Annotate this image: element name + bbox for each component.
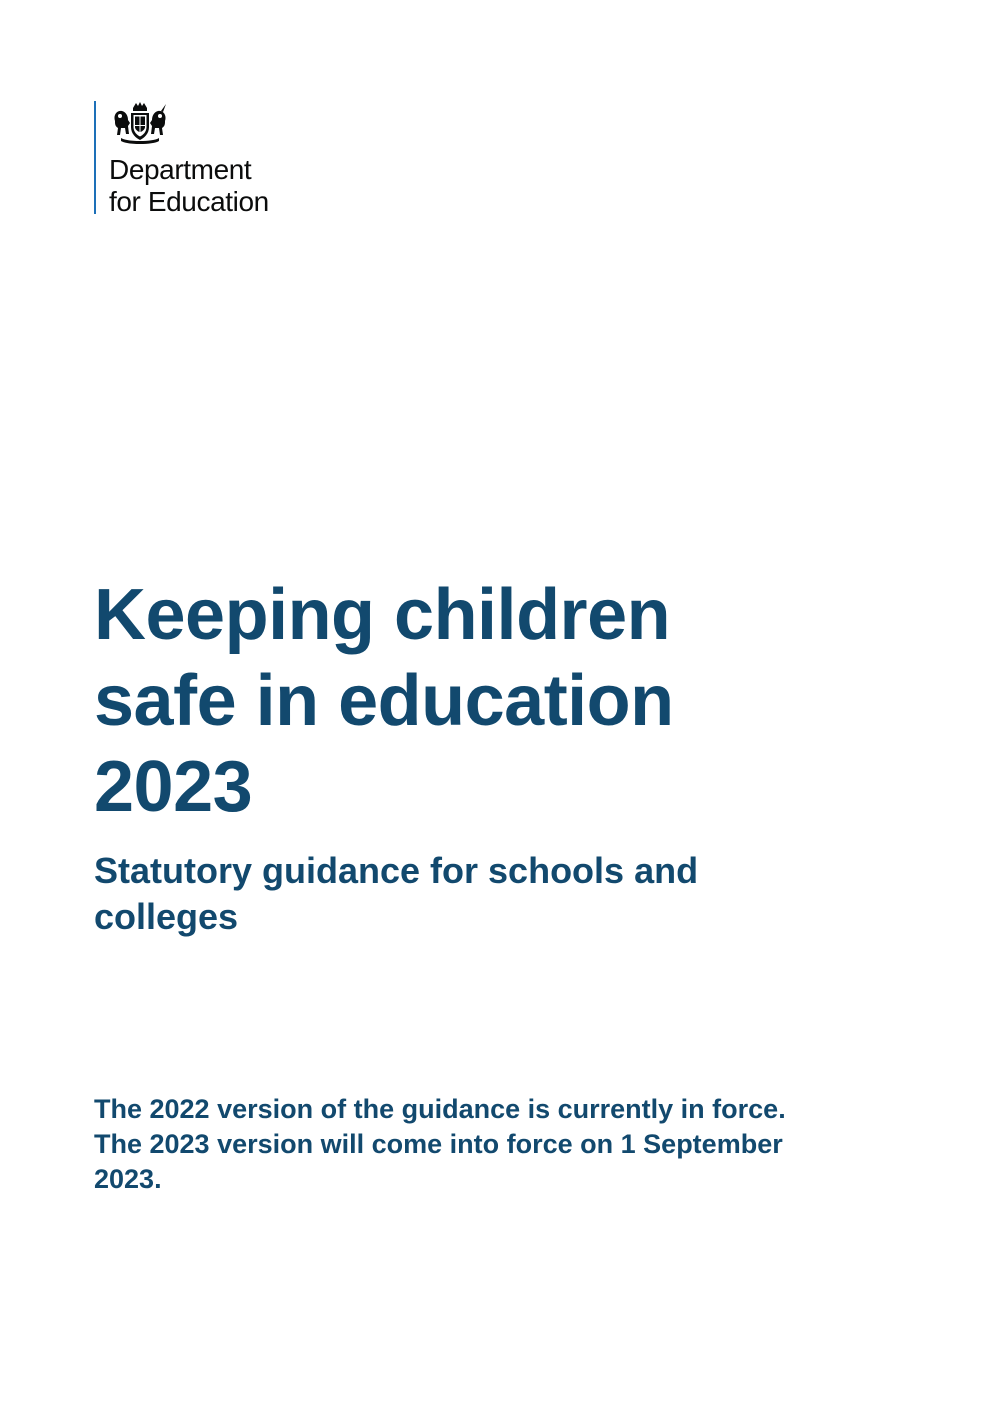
version-notice [94,1092,914,1197]
organisation-name-line-1: Department [109,154,252,185]
document-subtitle [94,848,914,940]
document-title-line-2: safe in education [94,661,674,741]
version-notice-line-3: 2023. [94,1164,162,1194]
version-notice-line-2: The 2023 version will come into force on 1 September [94,1129,783,1159]
document-subtitle-line-1: Statutory guidance for schools and [94,850,699,891]
organisation-name-line-2: for Education [109,186,269,217]
organisation-name [109,154,269,218]
document-title-line-1: Keeping children [94,575,671,655]
document-subtitle-line-2: colleges [94,896,239,937]
royal-coat-of-arms-icon [109,101,171,145]
document-title [94,572,914,830]
document-title-line-3: 2023 [94,747,253,827]
version-notice-line-1: The 2022 version of the guidance is currently in force. [94,1094,786,1124]
department-logo [94,101,269,217]
